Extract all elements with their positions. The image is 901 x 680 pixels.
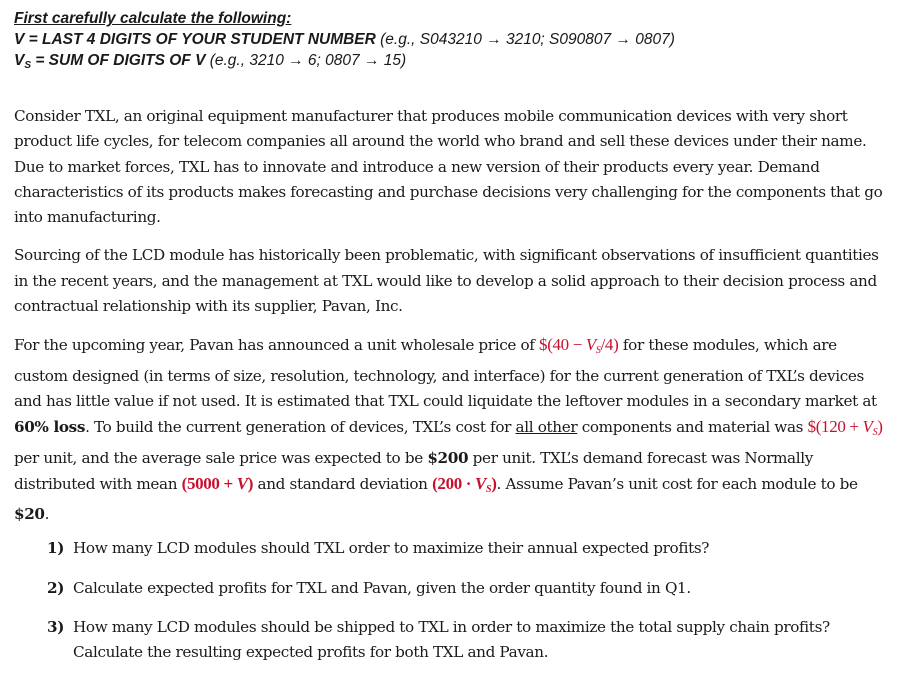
question-item — [14, 576, 884, 601]
wholesale-price-v: V — [585, 335, 596, 355]
parameters-text-2: for these modules, which are custom designed (in terms of size, resolution, technology, and interface) for the current generation of TXL’s devices and has little value if not used. It is estimated that TXL could liquidate the leftover modules in a secondary market at — [14, 336, 877, 410]
component-cost-suffix: ) — [877, 417, 883, 437]
wholesale-price-prefix: $(40 − — [539, 335, 586, 355]
salvage-loss-value: 60% loss — [14, 418, 86, 437]
variable-vs-rule: = SUM OF DIGITS OF V — [31, 52, 206, 69]
variable-v-definition — [14, 29, 884, 50]
variable-vs-symbol: V — [14, 52, 25, 69]
document-page — [14, 8, 884, 680]
parameters-text-6: per unit. TXL’s demand forecast was Normally distributed with mean — [14, 448, 814, 493]
paragraph-parameters — [14, 332, 884, 527]
demand-sd-v: V — [475, 473, 486, 493]
parameters-text-4: components and material was — [577, 418, 808, 437]
parameters-text-8: . Assume Pavan’s unit cost for each module to be — [496, 474, 858, 493]
demand-sd-sub: S — [486, 483, 492, 495]
component-cost-prefix: $(120 + — [807, 417, 863, 437]
demand-sd-formula — [432, 474, 496, 493]
problem-body — [14, 104, 884, 666]
paragraph-sourcing: Sourcing of the LCD module has historically been problematic, with significant observations of insufficient quantities in the recent years, and the management at TXL would like to develop a solid approach to their decision process and contractual relationship with its supplier, Pavan, Inc. — [14, 246, 879, 316]
paragraph-context: Consider TXL, an original equipment manufacturer that produces mobile communication devices with very short product life cycles, for telecom companies all around the world who brand and sell these devices under their name. Due to market forces, TXL has to innovate and introduce a new version of their products every year. Demand characteristics of its products makes forecasting and purchase decisions very challenging for the components that go into manufacturing. — [14, 107, 883, 227]
question-text: How many LCD modules should TXL order to maximize their annual expected profits? — [73, 539, 710, 558]
wholesale-price-sub: S — [595, 345, 601, 357]
variable-vs-example: (e.g., 3210 → 6; 0807 → 15) — [205, 52, 407, 69]
wholesale-price-suffix: /4) — [600, 335, 619, 355]
component-cost-v: V — [862, 417, 873, 437]
variable-vs-definition — [14, 50, 884, 76]
parameters-text-1: For the upcoming year, Pavan has announced a unit wholesale price of — [14, 336, 540, 355]
supplier-unit-cost-value: $20 — [14, 505, 45, 524]
variable-vs-subscript: S — [24, 60, 32, 71]
instructions-title: First carefully calculate the following: — [14, 10, 292, 27]
variable-v-example: (e.g., S043210 → 3210; S090807 → 0807) — [375, 31, 675, 48]
demand-mean-formula — [182, 474, 253, 493]
question-item — [14, 615, 884, 666]
component-cost-sub: S — [872, 427, 878, 439]
question-list — [14, 536, 884, 665]
parameters-text-7: and standard deviation — [253, 474, 433, 493]
demand-mean-v: V — [236, 473, 248, 493]
demand-sd-suffix: ) — [491, 473, 497, 493]
instructions-header — [14, 8, 884, 76]
demand-mean-prefix: (5000 + — [181, 473, 237, 493]
question-text: Calculate expected profits for TXL and Pavan, given the order quantity found in Q1. — [73, 578, 691, 597]
demand-sd-prefix: (200 · — [432, 473, 475, 493]
question-item — [14, 536, 884, 561]
question-number: 3) — [47, 618, 65, 637]
component-cost-formula — [807, 417, 883, 439]
parameters-text-9: . — [44, 505, 50, 524]
sale-price-value: $200 — [427, 448, 469, 467]
question-number: 1) — [47, 539, 65, 558]
demand-mean-suffix: ) — [247, 473, 254, 493]
parameters-text-3: . To build the current generation of devices, TXL’s cost for — [85, 418, 516, 437]
question-number: 2) — [47, 578, 65, 597]
question-text: How many LCD modules should be shipped to TXL in order to maximize the total supply chain profits? Calculate the resulting expected profits for both TXL and Pavan. — [73, 618, 830, 662]
all-other-underlined: all other — [515, 418, 578, 437]
variable-v-rule: V = LAST 4 DIGITS OF YOUR STUDENT NUMBER — [14, 31, 376, 48]
wholesale-price-formula — [539, 335, 619, 357]
parameters-text-5: per unit, and the average sale price was expected to be — [14, 448, 428, 467]
